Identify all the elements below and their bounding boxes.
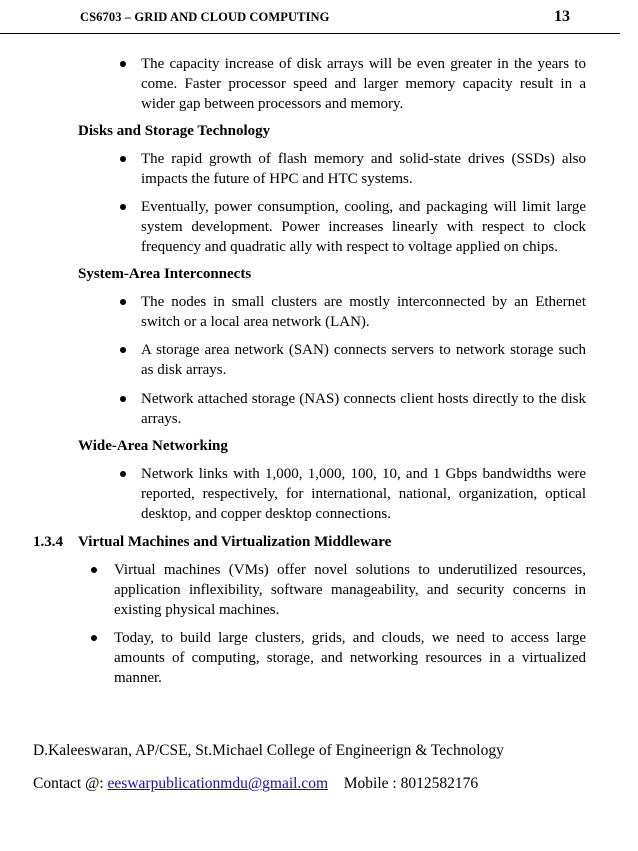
page-number: 13 <box>554 8 570 25</box>
list-item: Network attached storage (NAS) connects client hosts directly to the disk arrays. <box>141 391 586 427</box>
section-heading-interconnects: System-Area Interconnects <box>78 266 252 282</box>
email-link[interactable]: eeswarpublicationmdu@gmail.com <box>107 775 328 792</box>
contact-label: Contact @: <box>33 775 104 792</box>
bullet-icon <box>120 61 126 67</box>
header-title: CS6703 – GRID AND CLOUD COMPUTING <box>80 10 330 24</box>
subsection-number: 1.3.4 <box>33 534 63 550</box>
section-heading-wan: Wide-Area Networking <box>78 438 228 454</box>
bullet-icon <box>91 635 97 641</box>
list-item: Virtual machines (VMs) offer novel solutions to underutilized resources, application inflexibility, software manageability, and security concerns in existing physical machines. <box>114 562 586 618</box>
bullet-icon <box>120 204 126 210</box>
mobile-number: 8012582176 <box>400 775 479 792</box>
bullet-icon <box>120 347 126 353</box>
bullet-icon <box>120 299 126 305</box>
list-item: Network links with 1,000, 1,000, 100, 10, and 1 Gbps bandwidths were reported, respectively, for international, national, organization, optical desktop, and copper desktop connections. <box>141 466 586 522</box>
list-item: The rapid growth of flash memory and solid-state drives (SSDs) also impacts the future of HPC and HTC systems. <box>141 151 586 187</box>
bullet-icon <box>120 156 126 162</box>
list-item: The capacity increase of disk arrays will be even greater in the years to come. Faster processor speed and larger memory capacity result in a wider gap between processors and memory. <box>141 56 586 112</box>
bullet-icon <box>120 471 126 477</box>
list-item: A storage area network (SAN) connects servers to network storage such as disk arrays. <box>141 342 586 378</box>
list-item: The nodes in small clusters are mostly interconnected by an Ethernet switch or a local area network (LAN). <box>141 294 586 330</box>
bullet-icon <box>120 396 126 402</box>
bullet-icon <box>91 567 97 573</box>
list-item: Eventually, power consumption, cooling, and packaging will limit large system development. Power increases linearly with respect to clock frequency and quadratic ally with respect to voltage applied on chips. <box>141 199 586 255</box>
section-heading-disks: Disks and Storage Technology <box>78 123 271 139</box>
header-divider <box>0 33 620 34</box>
list-item: Today, to build large clusters, grids, and clouds, we need to access large amounts of computing, storage, and networking resources in a virtualized manner. <box>114 630 586 686</box>
contact-line <box>33 774 478 794</box>
mobile-label: Mobile : <box>343 775 397 792</box>
subsection-title: Virtual Machines and Virtualization Middleware <box>78 534 392 550</box>
author-line: D.Kaleeswaran, AP/CSE, St.Michael College of Engineerign & Technology <box>33 742 504 759</box>
